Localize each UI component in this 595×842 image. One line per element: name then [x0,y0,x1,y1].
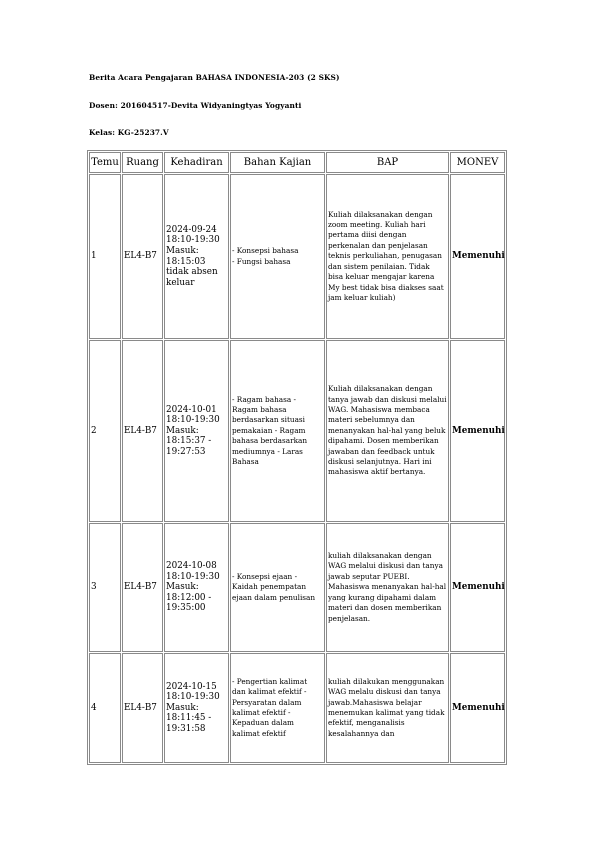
table-row [89,523,505,652]
cell-ruang: EL4-B7 [122,340,163,522]
cell-bahan-kajian: - Pengertian kalimat dan kalimat efektif - Persyaratan dalam kalimat efektif - Kepaduan dalam kalimat efektif [230,653,325,763]
table-row [89,174,505,339]
cell-bap: Kuliah dilaksanakan dengan tanya jawab dan diskusi melalui WAG. Mahasiswa membaca materi sebelumnya dan menanyakan hal-hal yang beluk dipahami. Dosen memberikan jawaban dan feedback untuk diskusi selanjutnya. Hari ini mahasiswa aktif bertanya. [326,340,449,522]
table-row [89,653,505,763]
cell-bahan-kajian: - Ragam bahasa - Ragam bahasa berdasarkan situasi pemakaian - Ragam bahasa berdasarkan mediumnya - Laras Bahasa [230,340,325,522]
cell-ruang: EL4-B7 [122,653,163,763]
cell-kehadiran: 2024-10-08 18:10-19:30 Masuk: 18:12:00 - 19:35:00 [164,523,229,652]
table-header-row [89,152,505,173]
cell-monev: Memenuhi [450,340,505,522]
header-bahan-kajian: Bahan Kajian [230,152,325,173]
table-row [89,340,505,522]
cell-temu: 2 [89,340,121,522]
cell-ruang: EL4-B7 [122,174,163,339]
document-title: Berita Acara Pengajaran BAHASA INDONESIA-203 (2 SKS) [89,73,340,82]
lecturer-line: Dosen: 201604517-Devita Widyaningtyas Yogyanti [89,101,302,110]
header-bap: BAP [326,152,449,173]
cell-kehadiran: 2024-10-15 18:10-19:30 Masuk: 18:11:45 - 19:31:58 [164,653,229,763]
cell-kehadiran: 2024-10-01 18:10-19:30 Masuk: 18:15:37 - 19:27:53 [164,340,229,522]
cell-kehadiran: 2024-09-24 18:10-19:30 Masuk: 18:15:03 tidak absen keluar [164,174,229,339]
cell-bahan-kajian: - Konsepsi bahasa - Fungsi bahasa [230,174,325,339]
cell-temu: 4 [89,653,121,763]
class-line: Kelas: KG-25237.V [89,128,169,137]
header-temu: Temu [89,152,121,173]
cell-bahan-kajian: - Konsepsi ejaan - Kaidah penempatan ejaan dalam penulisan [230,523,325,652]
cell-ruang: EL4-B7 [122,523,163,652]
cell-monev: Memenuhi [450,653,505,763]
cell-bap: kuliah dilakukan menggunakan WAG melalu diskusi dan tanya jawab.Mahasiswa belajar menemukan kalimat yang tidak efektif, menganalisis kesalahannya dan [326,653,449,763]
header-ruang: Ruang [122,152,163,173]
header-kehadiran: Kehadiran [164,152,229,173]
header-monev: MONEV [450,152,505,173]
cell-monev: Memenuhi [450,174,505,339]
cell-temu: 3 [89,523,121,652]
cell-bap: Kuliah dilaksanakan dengan zoom meeting. Kuliah hari pertama diisi dengan perkenalan dan penjelasan teknis perkuliahan, penugasan dan sistem penilaian. Tidak bisa keluar mengajar karena My best tidak bisa diakses saat jam keluar kuliah) [326,174,449,339]
cell-monev: Memenuhi [450,523,505,652]
cell-temu: 1 [89,174,121,339]
cell-bap: kuliah dilaksanakan dengan WAG melalui diskusi dan tanya jawab seputar PUEBI. Mahasiswa menanyakan hal-hal yang kurang dipahami dalam materi dan dosen memberikan penjelasan. [326,523,449,652]
bap-table [87,150,507,765]
